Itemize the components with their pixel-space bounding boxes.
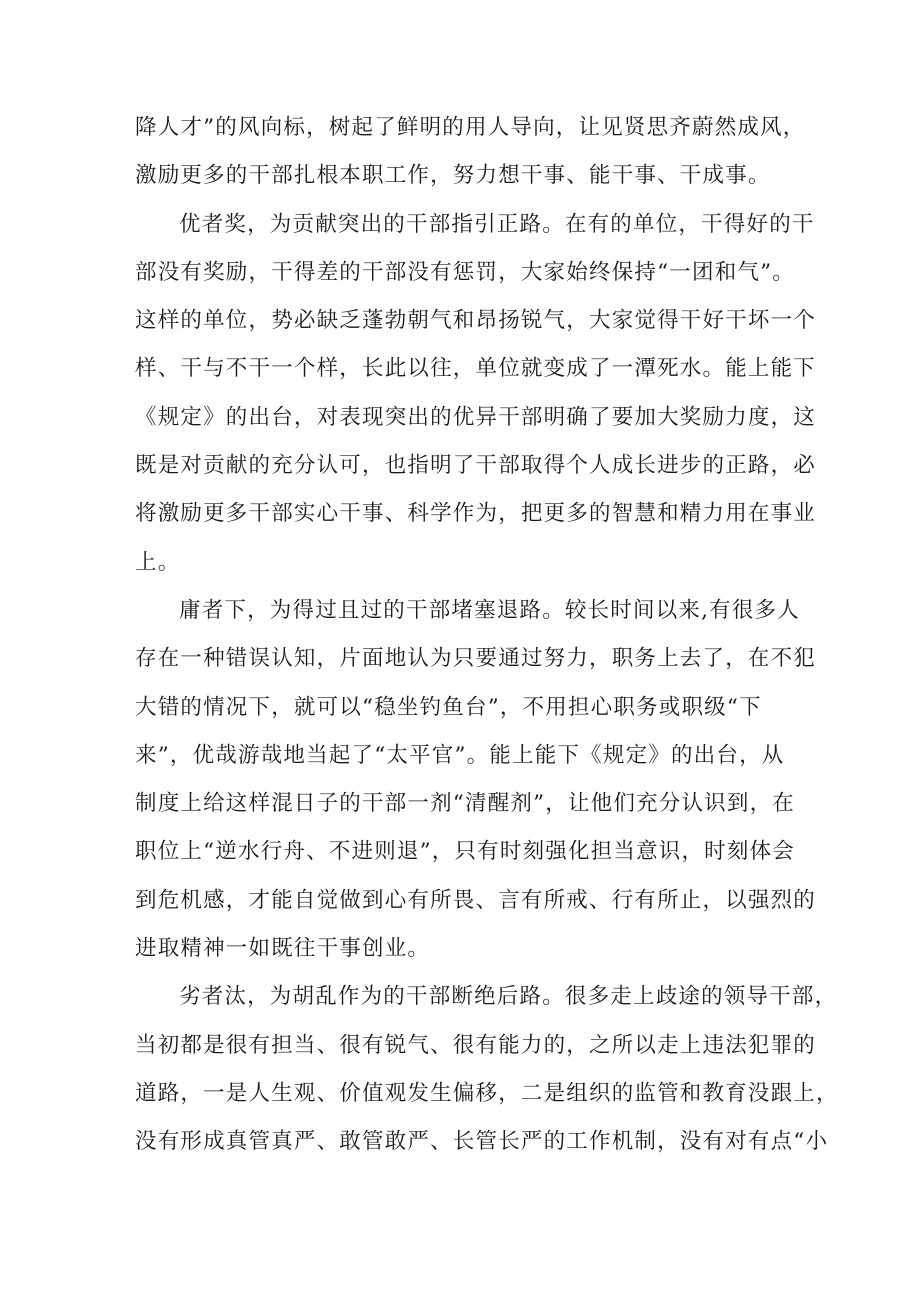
text-line: 上。 <box>135 549 181 575</box>
document-body <box>135 104 839 1167</box>
text-line: 部没有奖励，干得差的干部没有惩罚，大家始终保持“一团和气”。 <box>135 259 795 285</box>
text-line: 激励更多的干部扎根本职工作，努力想干事、能干事、干成事。 <box>135 163 771 189</box>
text-line: 既是对贡献的充分认可，也指明了干部取得个人成长进步的正路，必 <box>135 453 817 479</box>
text-line: 职位上“逆水行舟、不进则退”，只有时刻强化担当意识，时刻体会 <box>135 839 795 865</box>
text-line: 道路，一是人生观、价值观发生偏移，二是组织的监管和教育没跟上， <box>135 1080 839 1106</box>
text-line: 将激励更多干部实心干事、科学作为，把更多的智慧和精力用在事业 <box>135 501 817 527</box>
paragraph-start-line: 庸者下，为得过且过的干部堵塞退路。较长时间以来,有很多人 <box>179 597 800 623</box>
text-line: 《规定》的出台，对表现突出的优异干部明确了要加大奖励力度，这 <box>135 404 817 430</box>
text-line: 当初都是很有担当、很有锐气、很有能力的，之所以走上违法犯罪的 <box>135 1032 817 1058</box>
text-line: 存在一种错误认知，片面地认为只要通过努力，职务上去了，在不犯 <box>135 646 817 672</box>
text-line: 制度上给这样混日子的干部一剂“清醒剂”，让他们充分认识到，在 <box>135 791 795 817</box>
text-line: 样、干与不干一个样，长此以往，单位就变成了一潭死水。能上能下 <box>135 356 817 382</box>
text-line: 大错的情况下，就可以“稳坐钓鱼台”，不用担心职务或职级“下 <box>135 694 762 720</box>
text-line: 进取精神一如既往干事创业。 <box>135 936 431 962</box>
text-line: 来”，优哉游哉地当起了“太平官”。能上能下《规定》的出台，从 <box>135 742 785 768</box>
paragraph-start-line: 劣者汰，为胡乱作为的干部断绝后路。很多走上歧途的领导干部， <box>179 984 838 1010</box>
text-line: 没有形成真管真严、敢管敢严、长管长严的工作机制，没有对有点“小 <box>135 1129 829 1155</box>
text-line: 这样的单位，势必缺乏蓬勃朝气和昂扬锐气，大家觉得干好干坏一个 <box>135 308 817 334</box>
paragraph-start-line: 优者奖，为贡献突出的干部指引正路。在有的单位，干得好的干 <box>179 211 815 237</box>
text-line: 到危机感，才能自觉做到心有所畏、言有所戒、行有所止，以强烈的 <box>135 887 817 913</box>
text-line: 降人才”的风向标，树起了鲜明的用人导向，让见贤思齐蔚然成风， <box>135 115 806 140</box>
